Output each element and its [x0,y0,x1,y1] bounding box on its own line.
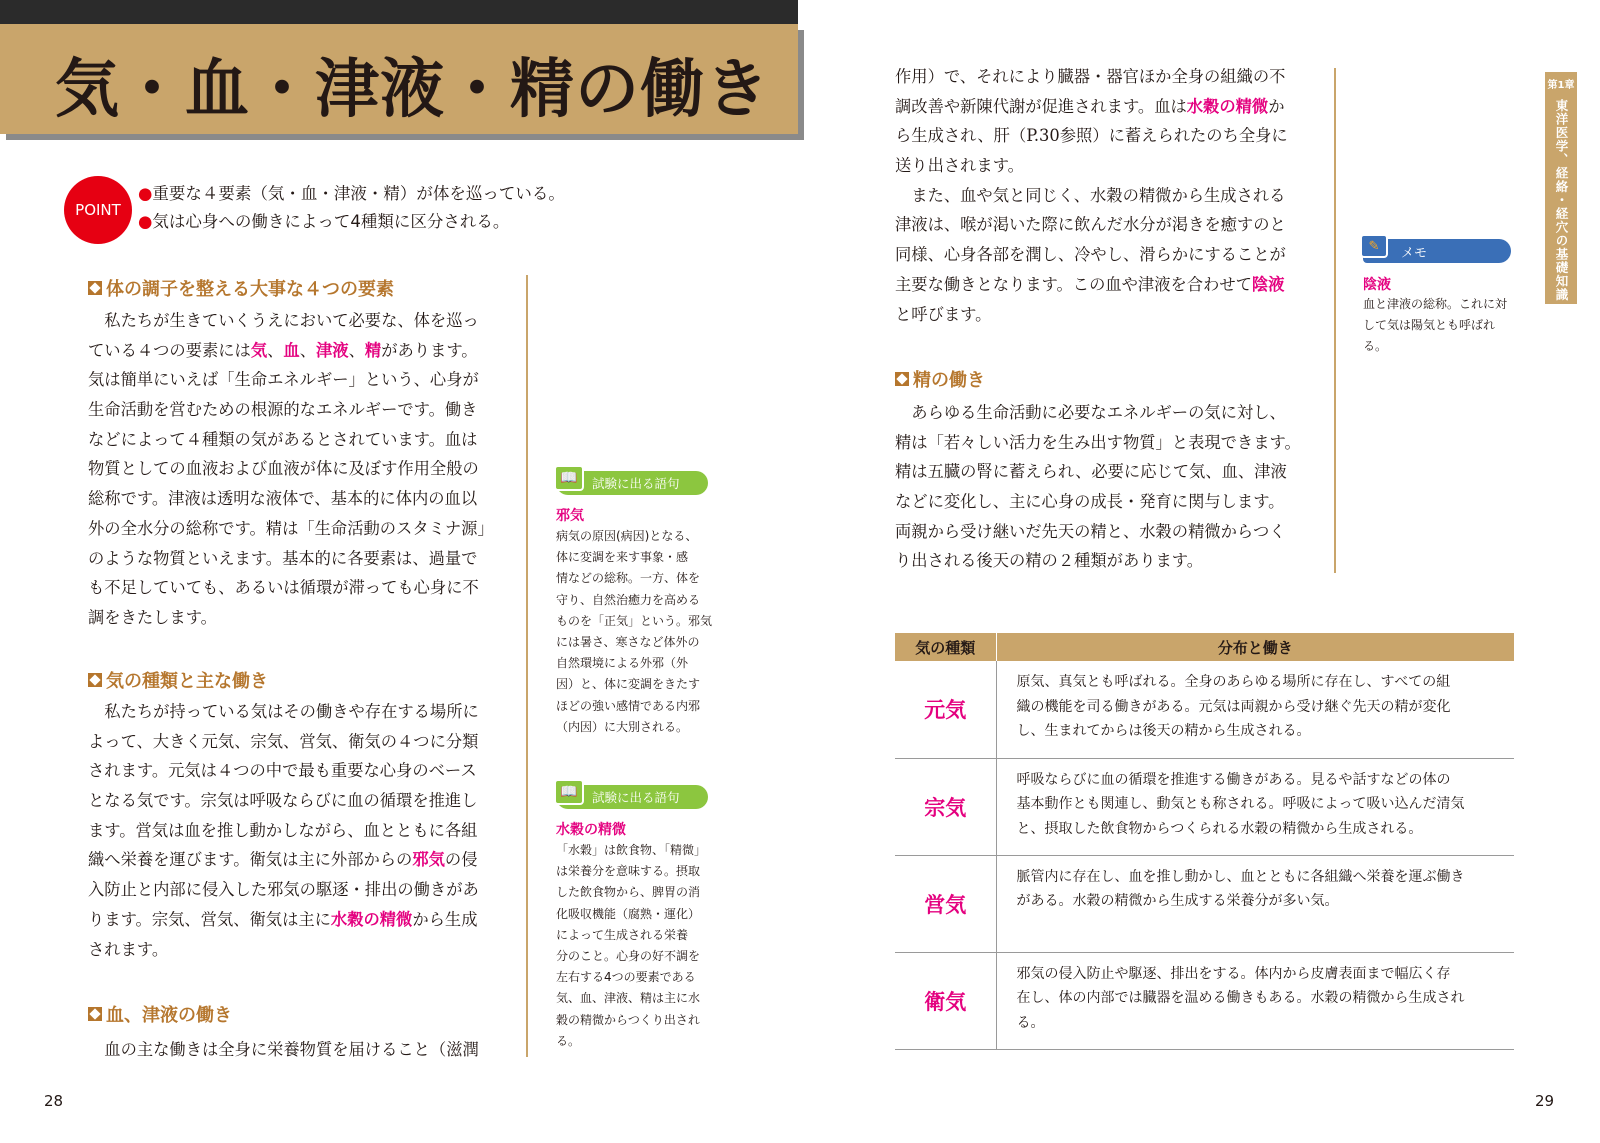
text-line: 呼吸ならびに血の循環を推進する働きがある。見るや話すなどの体の [1016,771,1451,788]
highlighted-term: 津液 [316,340,349,360]
highlighted-term: 陰液 [1251,274,1285,294]
chapter-title: 東洋医学、経絡・経穴の基礎知識 [1554,99,1569,302]
text-line: る。 [1016,1014,1045,1031]
text-line: 血と津液の総称。これに対 [1363,297,1508,311]
text-line: ら生成され、肝（P.30参照）に蓄えられたのち全身に [895,126,1288,146]
page-number-right: 29 [1535,1092,1555,1110]
text-line: されます。 [88,939,169,959]
text-line: 血の主な働きは全身に栄養物質を届けること（滋潤 [88,1040,479,1059]
memo-body [1363,294,1507,358]
text-line: 織の機能を司る働きがある。元気は両親から受け継ぐ先天の精が変化 [1016,698,1451,715]
text-line: 病気の原因(病因)となる、 [556,529,698,543]
text-line: 主要な働きとなります。この血や津液を合わせて陰液 [895,274,1285,294]
text-line: 精は「若々しい活力を生み出す物質」と表現できます。 [895,432,1301,452]
section-heading: 体の調子を整える大事な４つの要素 [88,275,394,301]
section-body-s1 [88,306,494,633]
note-tag: 試験に出る語句 [556,785,708,809]
text-line: には暑さ、寒さなど体外の [556,635,700,650]
note-body [556,840,706,1052]
text-line: ほどの強い感情である内邪 [556,698,701,713]
text-line: 体に変調を来す事象・感 [556,550,689,565]
text-line: 総称です。津液は透明な液体で、基本的に体内の血以 [88,489,478,509]
page-title: 気・血・津液・精の働き [55,53,770,127]
text-line: し、生まれてからは後天の精から生成される。 [1016,723,1311,739]
text-line: 因）と、体に変調をきたす [556,677,701,692]
text-line: 調をきたします。 [88,607,217,627]
page-number-left: 28 [44,1092,64,1110]
text-line: 私たちが生きていくうえにおいて必要な、体を巡っ [88,311,479,330]
text-line: よって、大きく元気、宗気、営気、衛気の４つに分類 [88,731,479,751]
book-icon: 📖 [554,779,584,805]
text-line: 情などの総称。一方、体を [556,571,701,586]
section-body-s2 [88,697,479,964]
text-line: 両親から受け継いだ先天の精と、水穀の精微からつく [895,521,1286,541]
text-line: も不足していても、あるいは循環が滞っても心身に不 [88,578,479,598]
text-line: 気は簡単にいえば「生命エネルギー」という、心身が [88,370,479,390]
ki-kind: 営気 [895,855,996,952]
text-line: などに変化し、主に心身の成長・発育に関与します。 [895,492,1285,512]
text-line: と呼びます。 [895,304,992,324]
text-line: 入防止と内部に侵入した邪気の駆逐・排出の働きがあ [88,880,479,900]
pencil-icon: ✎ [1360,234,1388,258]
text-line: ります。宗気、営気、衛気は主に水穀の精微から生成 [88,909,478,929]
ki-types-table [895,633,1514,1050]
text-line: 精は五臓の腎に蓄えられ、必要に応じて気、血、津液 [895,462,1287,482]
text-line: 生命活動を営むための根源的なエネルギーです。働き [88,400,478,420]
ki-description [996,952,1514,1049]
header-dark-strip [0,0,798,24]
text-line: 自然環境による外邪（外 [556,656,689,671]
text-line: あらゆる生命活動に必要なエネルギーの気に対し、 [895,403,1286,422]
text-line: 「水穀」は飲食物、「精微」 [556,843,707,857]
highlighted-term: 水穀の精微 [1186,96,1269,116]
text-line: ます。営気は血を推し動かしながら、血とともに各組 [88,820,478,840]
chapter-number: 第1章 [1547,80,1575,91]
text-line: 左右する4つの要素である [556,970,696,985]
text-line: 送り出されます。 [895,156,1024,176]
text-line: などによって４種類の気があるとされています。血は [88,429,478,449]
text-line: 脈管内に存在し、血を推し動かし、血とともに各組織へ栄養を運ぶ働き [1016,868,1465,885]
text-line: 守り、自然治癒力を高める [556,592,701,607]
text-line: また、血や気と同じく、水穀の精微から生成される [895,185,1286,205]
text-line: した飲食物から、脾胃の消 [556,885,701,900]
ki-description [996,758,1514,855]
text-line: がある。水穀の精微から生成する栄養分が多い気。 [1016,893,1339,909]
text-line: る。 [1363,339,1388,354]
text-line: 同様、心身各部を潤し、冷やし、滑らかにすることが [895,245,1286,265]
table-row [895,855,1514,952]
section-heading: 気の種類と主な働き [88,667,268,693]
book-icon: 📖 [554,465,584,491]
text-line: 化吸収機能（腐熟・運化） [556,906,701,921]
column-divider [526,275,528,1057]
chapter-tab [1545,72,1577,304]
text-line: と、摂取した飲食物からつくられる水穀の精微から生成される。 [1016,820,1423,837]
table-row [895,952,1514,1049]
note-term: 邪気 [556,508,584,524]
highlighted-term: 精 [364,340,382,360]
ki-description [996,855,1514,952]
text-line: 物質としての血液および血液が体に及ぼす作用全般の [88,459,479,479]
section-heading: 精の働き [895,366,985,392]
highlighted-term: 邪気 [412,850,445,870]
table-row [895,661,1514,758]
point-badge: POINT [64,176,132,244]
text-line: り出される後天の精の２種類があります。 [895,551,1204,571]
note-tag: 試験に出る語句 [556,471,708,495]
text-line: 基本動作とも関連し、動気とも称される。呼吸によって吸い込んだ清気 [1016,796,1465,812]
text-line: 私たちが持っている気はその働きや存在する場所に [88,702,479,721]
text-line: 分のこと。心身の好不調を [556,949,701,964]
memo-term: 陰液 [1363,277,1391,293]
section-body-continued [895,62,1288,329]
note-body [556,526,712,738]
text-line: 作用）で、それにより臓器・器官ほか全身の組織の不 [895,67,1286,86]
text-line: 津液は、喉が渇いた際に飲んだ水分が渇きを癒すのと [895,215,1286,235]
text-line: る。 [556,1033,581,1048]
text-line: ものを「正気」という。邪気 [556,613,713,628]
highlighted-term: 気 [250,340,268,360]
ki-description [996,661,1514,758]
table-header: 気の種類 [895,633,996,661]
section-body-s3 [88,1035,479,1065]
text-line: 邪気の侵入防止や駆逐、排出をする。体内から皮膚表面まで幅広く存 [1016,965,1451,982]
table-row [895,758,1514,855]
text-line: 在し、体の内部では臓器を温める働きもある。水穀の精微から生成され [1016,990,1465,1006]
text-line: は栄養分を意味する。摂取 [556,864,701,879]
text-line: 穀の精微からつくり出され [556,1012,700,1027]
table-header: 分布と働き [996,633,1514,661]
point-bullet: ●気は心身への働きによって4種類に区分される。 [138,212,510,231]
ki-kind: 元気 [895,661,996,758]
highlighted-term: 血 [283,340,300,360]
text-line: （内因）に大別される。 [556,719,689,734]
memo-tag: メモ [1363,239,1511,263]
text-line: によって生成される栄養 [556,927,689,942]
point-bullet: ●重要な４要素（気・血・津液・精）が体を巡っている。 [138,184,565,203]
text-line: のような物質といえます。基本的に各要素は、過量で [88,548,478,568]
section-heading: 血、津液の働き [88,1001,232,1027]
text-line: されます。元気は４つの中で最も重要な心身のベース [88,761,477,781]
note-term: 水穀の精微 [556,822,626,838]
section-body-s4 [895,398,1301,576]
ki-kind: 宗気 [895,758,996,855]
text-line: 気、血、津液、精は主に水 [556,991,701,1006]
text-line: 織へ栄養を運びます。衛気は主に外部からの邪気の侵 [88,850,478,870]
text-line: ている４つの要素には気、血、津液、精があります。 [88,340,478,360]
text-line: 調改善や新陳代謝が促進されます。血は水穀の精微か [895,96,1285,116]
ki-kind: 衛気 [895,952,996,1049]
text-line: して気は陽気とも呼ばれ [1363,318,1496,333]
text-line: 原気、真気とも呼ばれる。全身のあらゆる場所に存在し、すべての組 [1016,674,1451,690]
text-line: となる気です。宗気は呼吸ならびに血の循環を推進し [88,791,478,811]
column-divider [1334,68,1336,573]
highlighted-term: 水穀の精微 [330,909,413,929]
text-line: 外の全水分の総称です。精は「生命活動のスタミナ源」 [88,518,494,538]
